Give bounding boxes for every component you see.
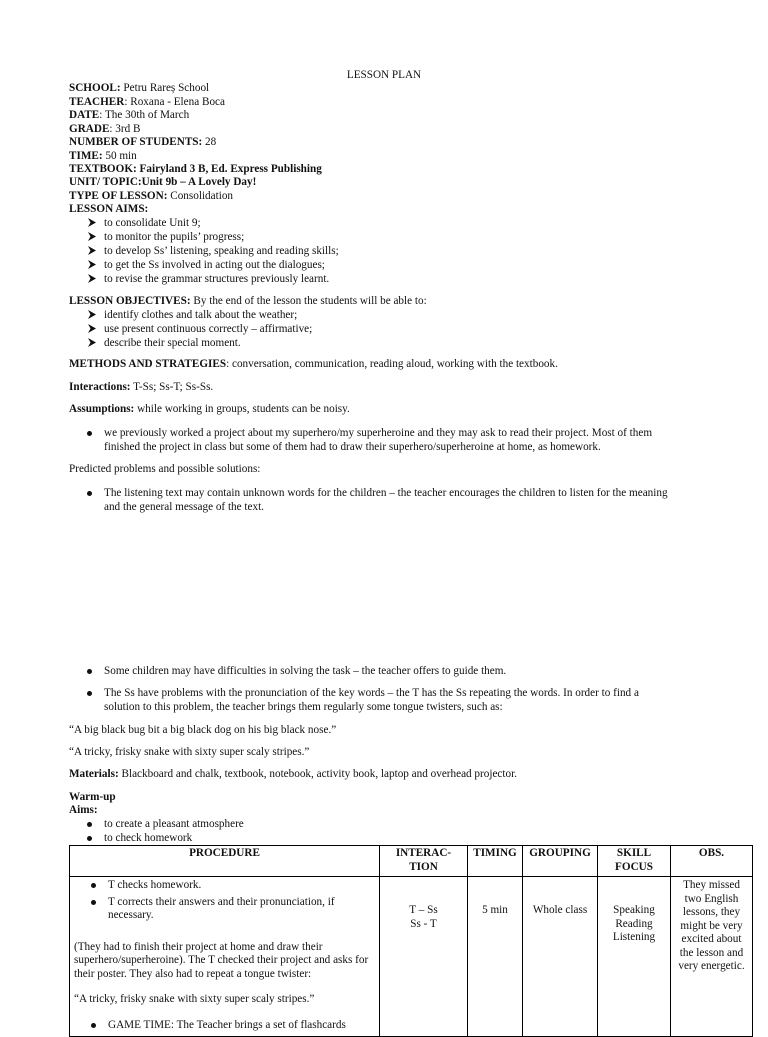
bullet-icon	[87, 669, 92, 674]
textbook-line: TEXTBOOK: Fairyland 3 B, Ed. Express Publishing	[69, 163, 322, 175]
procedure-table	[69, 845, 753, 1037]
objective-item: describe their special moment.	[88, 337, 241, 351]
procedure-paragraph: (They had to finish their project at home and draw their superhero/superheroine). The T checked their project and asks for their poster. They also had to repeat a tongue twister:	[74, 940, 369, 980]
tongue-twister: “A tricky, frisky snake with sixty super scaly stripes.”	[69, 746, 310, 758]
school-line: SCHOOL: Petru Rareș School	[69, 82, 210, 94]
bullet-icon	[87, 431, 92, 436]
arrow-bullet-icon	[88, 246, 96, 255]
warmup-aims-heading: Aims:	[69, 804, 98, 816]
students-line: NUMBER OF STUDENTS: 28	[69, 136, 217, 148]
bullet-icon	[87, 491, 92, 496]
bullet-icon	[87, 822, 92, 827]
aim-item: to monitor the pupils’ progress;	[88, 231, 244, 245]
header-procedure: PROCEDURE	[70, 846, 380, 877]
lesson-type-line: TYPE OF LESSON: Consolidation	[69, 190, 234, 202]
warmup-aim-text: to create a pleasant atmosphere	[104, 818, 244, 830]
bullet-icon	[87, 836, 92, 841]
aim-item: to get the Ss involved in acting out the dialogues;	[88, 259, 325, 273]
interaction-cell: T – Ss Ss - T	[380, 877, 468, 1037]
problem-text-line: solution to this problem, the teacher brings them regularly some tongue twisters, such as:	[104, 701, 503, 713]
procedure-list	[74, 1019, 375, 1033]
list-item: T corrects their answers and their pronunciation, if necessary.	[108, 896, 375, 923]
problem-text-line: The listening text may contain unknown words for the children – the teacher encourages the children to listen for the meaning	[104, 487, 668, 499]
aim-item: to develop Ss’ listening, speaking and reading skills;	[88, 245, 339, 259]
arrow-bullet-icon	[88, 260, 96, 269]
list-item: GAME TIME: The Teacher brings a set of flashcards	[108, 1019, 375, 1033]
arrow-bullet-icon	[88, 232, 96, 241]
warmup-heading: Warm-up	[69, 791, 116, 803]
date-line: DATE: The 30th of March	[69, 109, 190, 121]
obs-cell: They missed two English lessons, they might be very excited about the lesson and very energetic.	[671, 877, 753, 1037]
aim-item: to consolidate Unit 9;	[88, 217, 201, 231]
header-timing: TIMING	[468, 846, 523, 877]
table-header-row	[70, 846, 753, 877]
header-grouping: GROUPING	[523, 846, 598, 877]
bullet-icon	[87, 691, 92, 696]
grade-line: GRADE: 3rd B	[69, 123, 141, 135]
table-row	[70, 877, 753, 1037]
methods-line: METHODS AND STRATEGIES: conversation, communication, reading aloud, working with the textbook.	[69, 358, 558, 370]
header-obs: OBS.	[671, 846, 753, 877]
tongue-twister: “A big black bug bit a big black dog on his big black nose.”	[69, 724, 337, 736]
teacher-line: TEACHER: Roxana - Elena Boca	[69, 96, 225, 108]
problem-text-line: Some children may have difficulties in solving the task – the teacher offers to guide them.	[104, 665, 507, 677]
objectives-line: LESSON OBJECTIVES: By the end of the lesson the students will be able to:	[69, 295, 427, 307]
procedure-cell	[70, 877, 380, 1037]
topic-line: UNIT/ TOPIC:Unit 9b – A Lovely Day!	[69, 176, 257, 188]
list-item: T checks homework.	[108, 879, 375, 893]
skill-focus-cell: Speaking Reading Listening	[598, 877, 671, 1037]
warmup-aim-text: to check homework	[104, 832, 193, 844]
procedure-list	[74, 879, 375, 923]
aim-item: to revise the grammar structures previously learnt.	[88, 273, 329, 287]
grouping-cell: Whole class	[523, 877, 598, 1037]
assumptions-line: Assumptions: while working in groups, students can be noisy.	[69, 403, 350, 415]
lesson-aims-heading: LESSON AIMS:	[69, 203, 149, 215]
assumption-text-line: we previously worked a project about my superhero/my superheroine and they may ask to read their project. Most of them	[104, 427, 653, 439]
assumption-text-line: finished the project in class but some of them had to draw their superhero/superheroine at home, as homework.	[104, 441, 601, 453]
timing-cell: 5 min	[468, 877, 523, 1037]
interactions-line: Interactions: T-Ss; Ss-T; Ss-Ss.	[69, 381, 214, 393]
objective-item: identify clothes and talk about the weather;	[88, 309, 297, 323]
objective-item: use present continuous correctly – affirmative;	[88, 323, 312, 337]
materials-line: Materials: Blackboard and chalk, textbook, notebook, activity book, laptop and overhead projector.	[69, 768, 517, 780]
header-skill-focus: SKILL FOCUS	[598, 846, 671, 877]
arrow-bullet-icon	[88, 324, 96, 333]
procedure-paragraph: “A tricky, frisky snake with sixty super scaly stripes.”	[74, 993, 315, 1005]
arrow-bullet-icon	[88, 338, 96, 347]
arrow-bullet-icon	[88, 218, 96, 227]
predicted-problems-heading: Predicted problems and possible solutions:	[69, 463, 261, 475]
document-title: LESSON PLAN	[346, 69, 422, 81]
problem-text-line: and the general message of the text.	[104, 501, 264, 513]
time-line: TIME: 50 min	[69, 150, 137, 162]
arrow-bullet-icon	[88, 274, 96, 283]
header-interaction: INTERAC- TION	[380, 846, 468, 877]
problem-text-line: The Ss have problems with the pronunciation of the key words – the T has the Ss repeating the words. In order to find a	[104, 687, 639, 699]
arrow-bullet-icon	[88, 310, 96, 319]
